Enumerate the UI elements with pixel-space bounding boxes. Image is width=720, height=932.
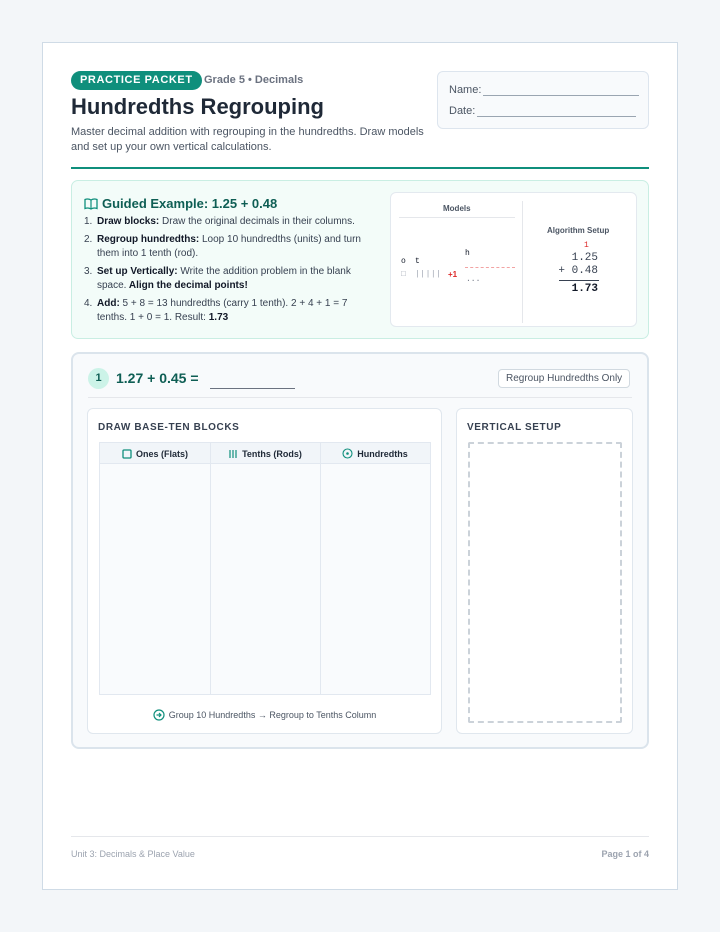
date-row [449,105,636,117]
base-ten-drawing-panel [87,408,442,734]
step-item [84,297,374,326]
step-text: 5 + 8 = 13 hundredths (carry 1 tenth). 2 + 4 + 1 = 7 tenths. 1 + 0 = 1. Result: [97,297,348,323]
algorithm-carry-digit: 1 [584,241,589,250]
arrow-circle-right-icon [153,709,165,721]
regroup-dashed-line [465,267,515,268]
step-emphasis: Align the decimal points! [126,280,248,291]
date-field[interactable] [477,106,636,117]
unit-dot-icon [342,448,353,459]
hundredths-column-label-text: Hundredths [357,448,408,459]
hundredths-column-label: h [465,249,470,258]
step-heading: Draw blocks: [97,216,160,227]
tenths-column-label-text: Tenths (Rods) [242,448,302,459]
guided-example-heading [84,196,277,211]
place-value-grid[interactable] [99,442,431,695]
vertical-setup-panel [456,408,633,734]
example-models-card [390,192,637,327]
step-text: Write the addition problem in the blank space. [97,265,351,291]
step-heading: Set up Vertically: [97,265,178,277]
rods-icon [228,449,238,459]
step-number: 3. [84,265,93,277]
page-subtitle: Master decimal addition with regrouping in the hundredths. Draw models and set up your own vertical calculations. [71,126,424,153]
ones-column-label: o [401,257,406,266]
problem-divider [88,397,632,398]
student-info-box [437,71,649,129]
date-label: Date: [449,105,476,117]
column-divider [210,443,211,694]
column-divider [320,443,321,694]
step-text: Draw the original decimals in their columns. [159,216,355,227]
tenths-rods-model: ||||| [415,270,442,279]
step-heading: Regroup hundredths: [97,233,200,245]
models-title-underline [399,217,515,218]
footer-divider [71,836,649,837]
step-text: Loop 10 hundredths (units) and turn them into 1 tenth (rod). [97,233,361,259]
step-item [84,265,374,294]
algorithm-addend-2: + 0.48 [558,265,598,277]
footer-page-number: Page 1 of 4 [601,849,649,859]
algorithm-result: 1.73 [571,283,598,295]
practice-packet-badge: PRACTICE PACKET [71,71,202,90]
step-number: 1. [84,216,93,227]
algorithm-addend-1: 1.25 [571,252,598,264]
worksheet-page [42,42,678,890]
vertical-work-area[interactable] [468,442,622,723]
step-result: 1.73 [208,312,229,323]
tenths-column-header [210,443,320,464]
draw-section-title: DRAW BASE-TEN BLOCKS [98,422,240,433]
name-field[interactable] [483,85,639,96]
answer-blank[interactable] [210,388,295,389]
guided-example-panel [71,180,649,339]
name-label: Name: [449,84,482,96]
regroup-hint-text: Group 10 Hundredths → Regroup to Tenths Column [168,710,377,720]
models-divider [522,201,523,323]
guided-steps-list [84,215,374,329]
ones-column-label-text: Ones (Flats) [135,448,188,459]
problem-tag: Regroup Hundredths Only [498,369,630,388]
hundredths-column-header [320,443,430,464]
ones-column-header [100,443,210,464]
ones-flat-model: □ [401,270,406,279]
page-title: Hundredths Regrouping [71,94,324,119]
step-number: 2. [84,233,93,245]
grade-label: Grade 5 • Decimals [204,74,304,86]
models-title: Models [443,204,471,213]
step-item [84,233,374,262]
carry-badge: +1 [448,270,458,279]
step-heading: Add: [97,297,120,309]
vertical-section-title: VERTICAL SETUP [467,422,562,433]
step-item [84,215,374,230]
problem-expression: 1.27 + 0.45 = [116,370,199,386]
header-divider [71,167,649,169]
algorithm-sum-line [559,280,599,281]
tenths-column-label: t [415,257,420,266]
guided-example-title: Guided Example: 1.25 + 0.48 [102,196,278,211]
hundredths-units-model: ... [466,275,481,284]
regroup-hint [88,709,441,721]
name-row [449,84,639,96]
flat-square-icon [122,449,132,459]
problem-card [71,352,649,749]
open-book-icon [84,198,98,210]
problem-number: 1 [88,368,109,389]
algorithm-setup-title: Algorithm Setup [547,226,610,235]
step-number: 4. [84,297,93,309]
footer-unit: Unit 3: Decimals & Place Value [71,849,195,859]
